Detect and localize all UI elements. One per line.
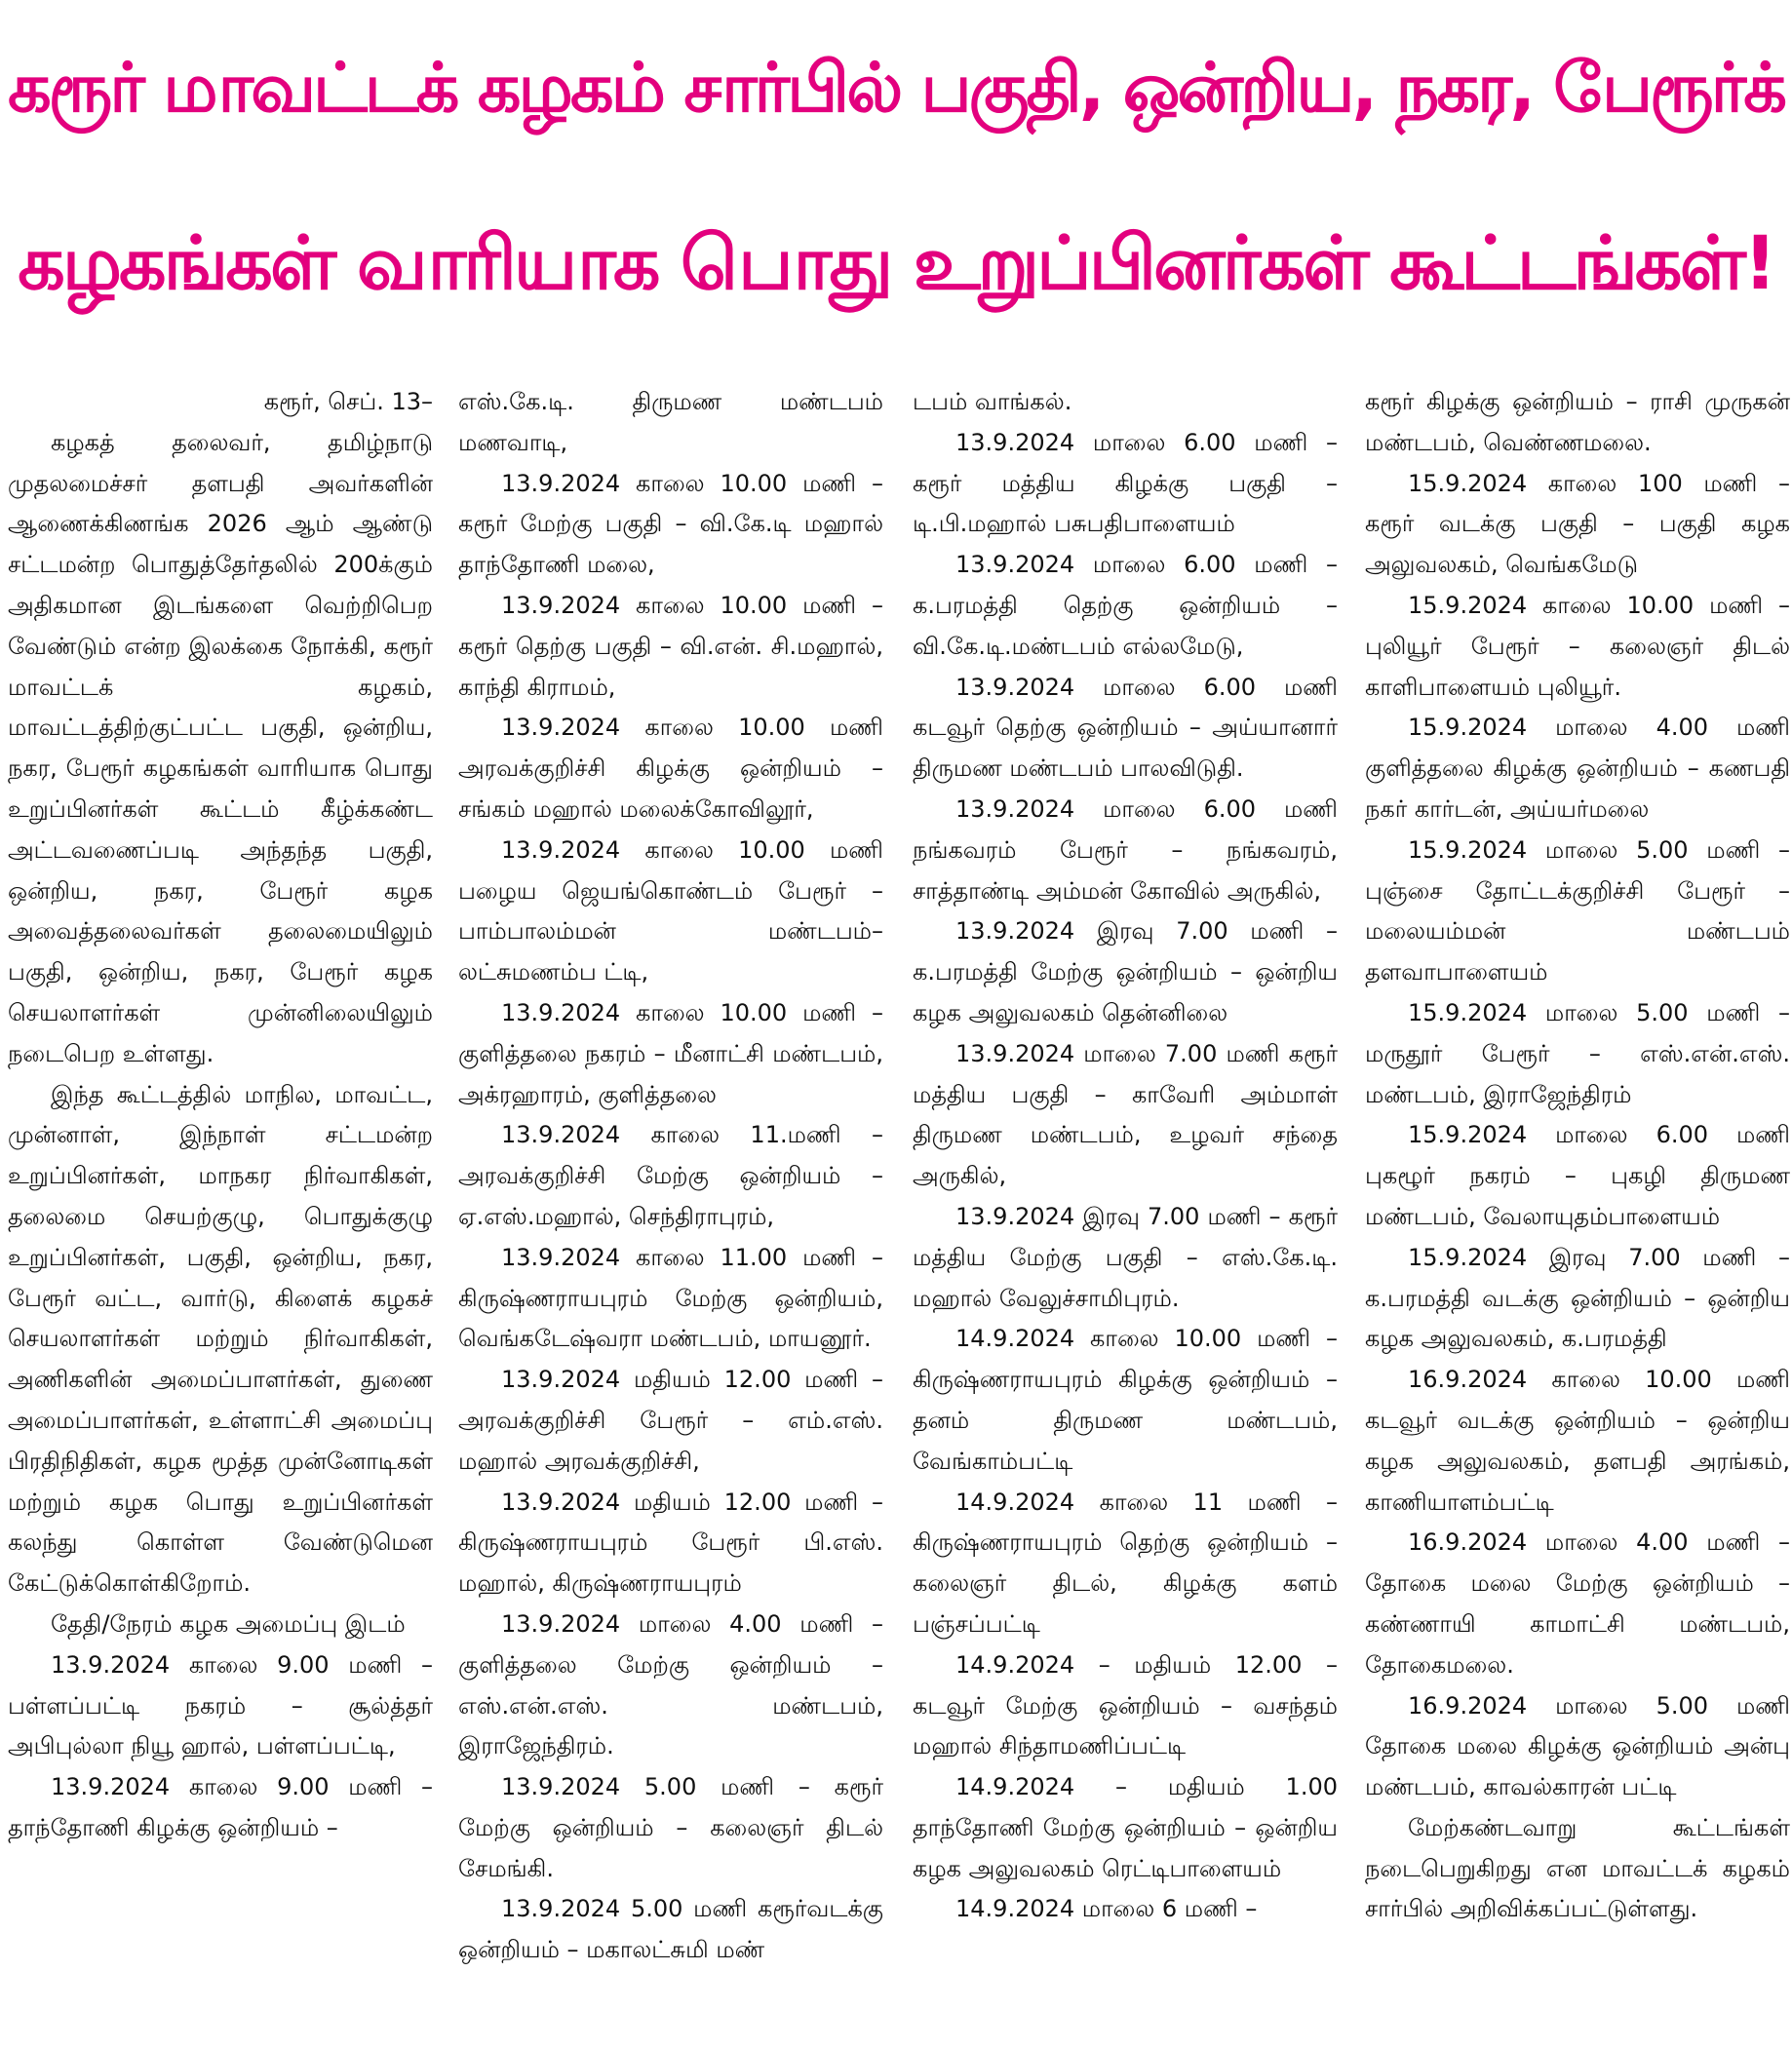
schedule-entry: 14.9.2024 காலை 10.00 மணி – கிருஷ்ணராயபுரம் கிழக்கு ஒன்றியம் – தனம் திருமண மண்டபம், வேங்காம்பட்டி [913,1325,1338,1475]
schedule-entry: 13.9.2024 மாலை 6.00 மணி – கரூர் மத்திய கிழக்கு பகுதி – டி.பி.மஹால் பசுபதிபாளையம் [913,428,1338,538]
article-body [8,382,1790,2039]
schedule-entry: 13.9.2024 காலை 9.00 மணி – தாந்தோணி கிழக்கு ஒன்றியம் – [8,1773,433,1841]
schedule-entry: 16.9.2024 மாலை 4.00 மணி – தோகை மலை மேற்கு ஒன்றியம் – கண்ணாயி காமாட்சி மண்டபம், தோகைமலை. [1365,1528,1790,1679]
schedule-entry: 15.9.2024 இரவு 7.00 மணி – க.பரமத்தி வடக்கு ஒன்றியம் – ஒன்றிய கழக அலுவலகம், க.பரமத்தி [1365,1243,1790,1353]
schedule-header: தேதி/நேரம் கழக அமைப்பு இடம் [51,1609,406,1638]
schedule-entry: 13.9.2024 மாலை 6.00 மணி நங்கவரம் பேரூர் – நங்கவரம், சாத்தாண்டி அம்மன் கோவில் அருகில், [913,794,1338,905]
schedule-entry: 14.9.2024 – மதியம் 1.00 தாந்தோணி மேற்கு ஒன்றியம் – ஒன்றிய கழக அலுவலகம் ரெட்டிபாளையம் [913,1773,1338,1882]
schedule-entry: 15.9.2024 மாலை 5.00 மணி – மருதூர் பேரூர் – எஸ்.என்.எஸ். மண்டபம், இராஜேந்திரம் [1365,998,1790,1108]
schedule-entry: 13.9.2024 5.00 மணி – கரூர் மேற்கு ஒன்றியம் – கலைஞர் திடல் சேமங்கி. [458,1773,883,1882]
schedule-entry: 13.9.2024 காலை 10.00 மணி – குளித்தலை நகரம் – மீனாட்சி மண்டபம், அக்ரஹாரம், குளித்தலை [458,998,883,1108]
schedule-entry-continued: எஸ்.கே.டி. திருமண மண்டபம் மணவாடி, [458,388,883,456]
schedule-entry-continued: டபம் வாங்கல். [913,388,1072,415]
schedule-entry: 13.9.2024 மதியம் 12.00 மணி – கிருஷ்ணராயபுரம் பேரூர் பி.எஸ். மஹால், கிருஷ்ணராயபுரம் [458,1488,883,1598]
schedule-entry: 16.9.2024 காலை 10.00 மணி கடவூர் வடக்கு ஒன்றியம் – ஒன்றிய கழக அலுவலகம், தளபதி அரங்கம், காணியாளம்பட்டி [1365,1366,1790,1516]
schedule-entry: 13.9.2024 காலை 10.00 மணி – கரூர் மேற்கு பகுதி – வி.கே.டி மஹால் தாந்தோணி மலை, [458,469,883,579]
schedule-entry: 14.9.2024 – மதியம் 12.00 – கடவூர் மேற்கு ஒன்றியம் – வசந்தம் மஹால் சிந்தாமணிப்பட்டி [913,1650,1338,1760]
schedule-entry: 15.9.2024 காலை 10.00 மணி – புலியூர் பேரூர் – கலைஞர் திடல் காளிபாளையம் புலியூர். [1365,591,1790,701]
schedule-entry: 13.9.2024 மாலை 6.00 மணி கடவூர் தெற்கு ஒன்றியம் – அய்யானார் திருமண மண்டபம் பாலவிடுதி. [913,673,1338,783]
schedule-entry: 13.9.2024 மதியம் 12.00 மணி – அரவக்குறிச்சி பேரூர் – எம்.எஸ். மஹால் அரவக்குறிச்சி, [458,1366,883,1475]
headline-line-2: கழகங்கள் வாரியாக பொது உறுப்பினர்கள் கூட்டங்கள்! [18,219,1774,306]
closing-paragraph: மேற்கண்டவாறு கூட்டங்கள் நடைபெறுகிறது என மாவட்டக் கழகம் சார்பில் அறிவிக்கப்பட்டுள்ளது. [1365,1813,1790,1923]
schedule-entry: 13.9.2024 காலை 11.மணி – அரவக்குறிச்சி மேற்கு ஒன்றியம் – ஏ.எஸ்.மஹால், செந்திராபுரம், [458,1121,883,1230]
schedule-entry-continued: கரூர் கிழக்கு ஒன்றியம் – ராசி முருகன் மண்டபம், வெண்ணமலை. [1365,388,1790,456]
schedule-entry: 14.9.2024 மாலை 6 மணி – [955,1895,1258,1923]
schedule-entry: 15.9.2024 மாலை 4.00 மணி குளித்தலை கிழக்கு ஒன்றியம் – கணபதி நகர் கார்டன், அய்யர்மலை [1365,714,1790,823]
schedule-entry: 15.9.2024 காலை 100 மணி – கரூர் வடக்கு பகுதி – பகுதி கழக அலுவலகம், வெங்கமேடு [1365,469,1790,579]
schedule-entry: 15.9.2024 மாலை 6.00 மணி புகழூர் நகரம் – புகழி திருமண மண்டபம், வேலாயுதம்பாளையம் [1365,1121,1790,1230]
headline-line-1: கரூர் மாவட்டக் கழகம் சார்பில் பகுதி, ஒன்றிய, நகர, பேரூர்க் [7,48,1785,128]
column-1 [8,382,433,2039]
column-2 [458,382,883,2039]
schedule-entry: 13.9.2024 இரவு 7.00 மணி – கரூர் மத்திய மேற்கு பகுதி – எஸ்.கே.டி. மஹால் வேலுச்சாமிபுரம். [913,1202,1338,1312]
column-3 [913,382,1338,2039]
dateline: கரூர், செப். 13– [263,388,433,415]
intro-paragraph: கழகத் தலைவர், தமிழ்நாடு முதலமைச்சர் தளபதி அவர்களின் ஆணைக்கிணங்க 2026 ஆம் ஆண்டு சட்டமன்ற பொதுத்தேர்தலில் 200க்கும் அதிகமான இடங்களை வெற்றிபெற வேண்டும் என்ற இலக்கை நோக்கி, கரூர் மாவட்டக் கழகம், மாவட்டத்திற்குட்பட்ட பகுதி, ஒன்றிய, நகர, பேரூர் கழகங்கள் வாரியாக பொது உறுப்பினர்கள் கூட்டம் கீழ்க்கண்ட அட்டவணைப்படி அந்தந்த பகுதி, ஒன்றிய, நகர, பேரூர் கழக அவைத்தலைவர்கள் தலைமையிலும் பகுதி, ஒன்றிய, நகர, பேரூர் கழக செயலாளர்கள் முன்னிலையிலும் நடைபெற உள்ளது. [8,428,433,1067]
schedule-entry: 13.9.2024 மாலை 4.00 மணி – குளித்தலை மேற்கு ஒன்றியம் – எஸ்.என்.எஸ். மண்டபம், இராஜேந்திரம். [458,1609,883,1760]
schedule-entry: 14.9.2024 காலை 11 மணி – கிருஷ்ணராயபுரம் தெற்கு ஒன்றியம் – கலைஞர் திடல், கிழக்கு களம் பஞ்சப்பட்டி [913,1488,1338,1638]
schedule-entry: 13.9.2024 காலை 10.00 மணி பழைய ஜெயங்கொண்டம் பேரூர் – பாம்பாலம்மன் மண்டபம்– லட்சுமணம்ப ட்டி, [458,835,883,986]
schedule-entry: 13.9.2024 காலை 11.00 மணி – கிருஷ்ணராயபுரம் மேற்கு ஒன்றியம், வெங்கடேஷ்வரா மண்டபம், மாயனூர். [458,1243,883,1353]
schedule-entry: 13.9.2024 மாலை 7.00 மணி கரூர் மத்திய பகுதி – காவேரி அம்மாள் திருமண மண்டபம், உழவர் சந்தை அருகில், [913,1039,1338,1190]
schedule-entry: 15.9.2024 மாலை 5.00 மணி – புஞ்சை தோட்டக்குறிச்சி பேரூர் – மலையம்மன் மண்டபம் தளவாபாளையம் [1365,835,1790,986]
schedule-entry: 13.9.2024 மாலை 6.00 மணி – க.பரமத்தி தெற்கு ஒன்றியம் – வி.கே.டி.மண்டபம் எல்லமேடு, [913,551,1338,660]
schedule-entry: 13.9.2024 காலை 10.00 மணி அரவக்குறிச்சி கிழக்கு ஒன்றியம் – சங்கம் மஹால் மலைக்கோவிலூர், [458,714,883,823]
schedule-entry: 13.9.2024 5.00 மணி கரூர்வடக்கு ஒன்றியம் – மகாலட்சுமி மண் [458,1895,883,1964]
schedule-entry: 13.9.2024 இரவு 7.00 மணி – க.பரமத்தி மேற்கு ஒன்றியம் – ஒன்றிய கழக அலுவலகம் தென்னிலை [913,917,1338,1026]
column-4 [1365,382,1790,2039]
schedule-entry: 13.9.2024 காலை 9.00 மணி – பள்ளப்பட்டி நகரம் – சூல்த்தர் அபிபுல்லா நியூ ஹால், பள்ளப்பட்டி, [8,1650,433,1760]
invitation-paragraph: இந்த கூட்டத்தில் மாநில, மாவட்ட, முன்னாள், இந்நாள் சட்டமன்ற உறுப்பினர்கள், மாநகர நிர்வாகிகள், தலைமை செயற்குழு, பொதுக்குழு உறுப்பினர்கள், பகுதி, ஒன்றிய, நகர, பேரூர் வட்ட, வார்டு, கிளைக் கழகச் செயலாளர்கள் மற்றும் நிர்வாகிகள், அணிகளின் அமைப்பாளர்கள், துணை அமைப்பாளர்கள், உள்ளாட்சி அமைப்பு பிரதிநிதிகள், கழக மூத்த முன்னோடிகள் மற்றும் கழக பொது உறுப்பினர்கள் கலந்து கொள்ள வேண்டுமென கேட்டுக்கொள்கிறோம். [8,1080,433,1598]
schedule-entry: 13.9.2024 காலை 10.00 மணி – கரூர் தெற்கு பகுதி – வி.என். சி.மஹால், காந்தி கிராமம், [458,591,883,701]
schedule-entry: 16.9.2024 மாலை 5.00 மணி தோகை மலை கிழக்கு ஒன்றியம் அன்பு மண்டபம், காவல்காரன் பட்டி [1365,1691,1790,1801]
